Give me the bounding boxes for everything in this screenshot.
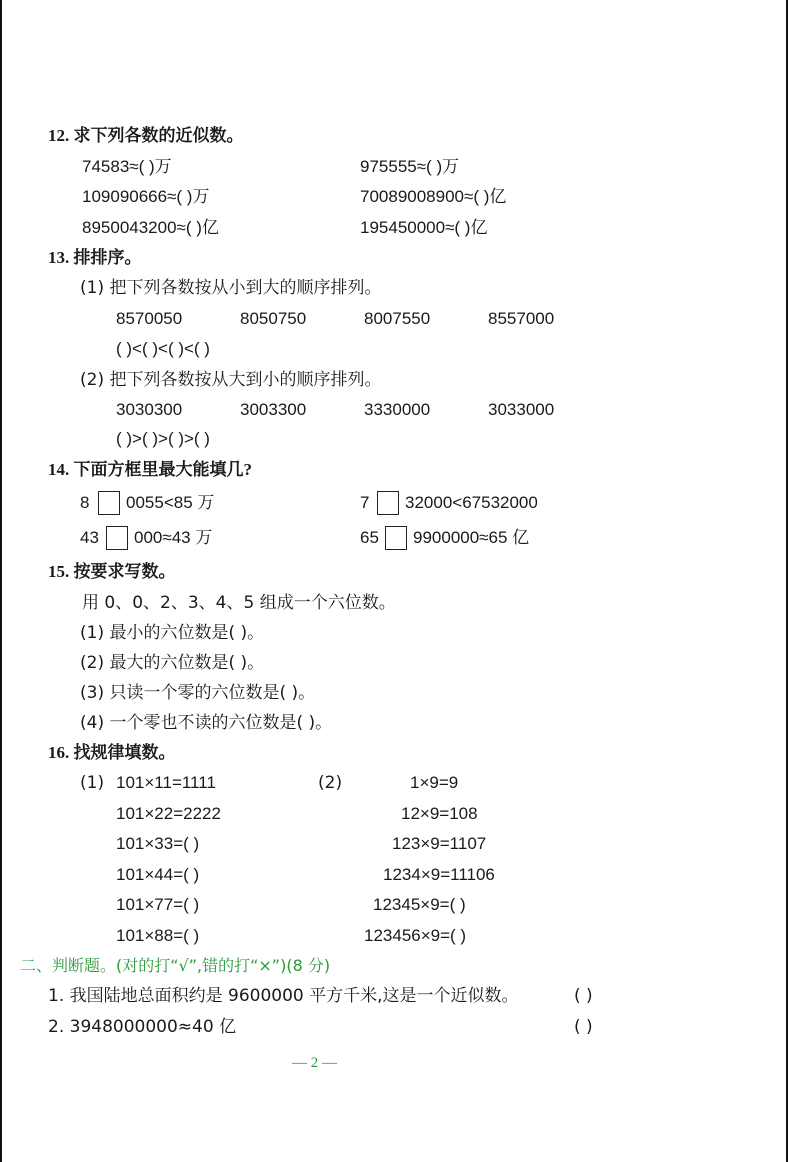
q13-p2-number-1: 3030300 [116,400,183,419]
q16-right-row-6: 123456×9=( ) [364,926,467,945]
judge-item-2-text: 2. 3948000000≈40 亿 [48,1017,237,1037]
judge-item-1-text: 1. 我国陆地总面积约是 9600000 平方千米,这是一个近似数。 [48,986,519,1006]
q13-part2-title: (2) 把下列各数按从大到小的顺序排列。 [80,370,382,390]
q12-item-1: 74583≈( )万 [82,157,172,176]
q14-item-4-answer-box[interactable] [385,526,407,550]
q14-item-2-suffix: 32000<67532000 [405,493,538,512]
q16-left-row-3: 101×33=( ) [116,834,200,853]
q16-left-row-1: 101×11=1111 [116,773,216,792]
q13-p2-number-4: 3033000 [488,400,555,419]
q15-title: 15. 按要求写数。 [48,562,176,581]
q14-item-4-suffix: 9900000≈65 亿 [413,528,530,547]
q16-right-row-1: 1×9=9 [410,773,459,792]
q12-title: 12. 求下列各数的近似数。 [48,126,244,145]
q14-item-2-answer-box[interactable] [377,491,399,515]
q16-left-row-5: 101×77=( ) [116,895,200,914]
q13-p2-number-2: 3003300 [240,400,307,419]
q16-left-row-6: 101×88=( ) [116,926,200,945]
q13-p1-number-4: 8557000 [488,309,555,328]
q15-item-2: (2) 最大的六位数是( )。 [80,653,265,673]
q13-p2-answer-line: ( )>( )>( )>( ) [116,429,210,448]
page-border-left [0,0,2,1162]
q13-p1-number-1: 8570050 [116,309,183,328]
q13-part1-title: (1) 把下列各数按从小到大的顺序排列。 [80,278,382,298]
q14-item-1-prefix: 8 [80,493,90,512]
q12-item-6: 195450000≈( )亿 [360,218,488,237]
q16-right-row-3: 123×9=1107 [392,834,487,853]
q13-p1-number-2: 8050750 [240,309,307,328]
q14-item-4-prefix: 65 [360,528,379,547]
q14-item-3-prefix: 43 [80,528,99,547]
q16-right-row-2: 12×9=108 [401,804,478,823]
page-number: — 2 — [292,1055,337,1071]
q12-item-3: 109090666≈( )万 [82,187,210,206]
q16-left-label: (1) [80,773,105,793]
q14-item-1-answer-box[interactable] [98,491,120,515]
q12-item-5: 8950043200≈( )亿 [82,218,219,237]
q14-item-3-suffix: 000≈43 万 [134,528,213,547]
section-2-title: 二、判断题。(对的打“√”,错的打“×”)(8 分) [20,956,331,975]
q15-item-1: (1) 最小的六位数是( )。 [80,623,265,643]
q14-item-3-answer-box[interactable] [106,526,128,550]
q16-right-row-5: 12345×9=( ) [373,895,466,914]
q13-title: 13. 排排序。 [48,248,142,267]
judge-item-2-blank: ( ) [574,1017,593,1037]
q16-right-label: (2) [318,773,343,793]
q12-item-2: 975555≈( )万 [360,157,460,176]
q15-intro: 用 0、0、2、3、4、5 组成一个六位数。 [82,593,396,613]
judge-item-1-blank: ( ) [574,986,593,1006]
q14-title: 14. 下面方框里最大能填几? [48,460,252,479]
q15-item-3: (3) 只读一个零的六位数是( )。 [80,683,316,703]
q14-item-2-prefix: 7 [360,493,370,512]
q14-item-1-suffix: 0055<85 万 [126,493,215,512]
q13-p1-number-3: 8007550 [364,309,431,328]
q13-p1-answer-line: ( )<( )<( )<( ) [116,339,210,358]
q16-right-row-4: 1234×9=11106 [383,865,495,884]
q12-item-4: 70089008900≈( )亿 [360,187,507,206]
q15-item-4: (4) 一个零也不读的六位数是( )。 [80,713,333,733]
page-border-right [786,0,788,1162]
q16-left-row-2: 101×22=2222 [116,804,221,823]
q16-left-row-4: 101×44=( ) [116,865,200,884]
q13-p2-number-3: 3330000 [364,400,431,419]
q16-title: 16. 找规律填数。 [48,743,176,762]
